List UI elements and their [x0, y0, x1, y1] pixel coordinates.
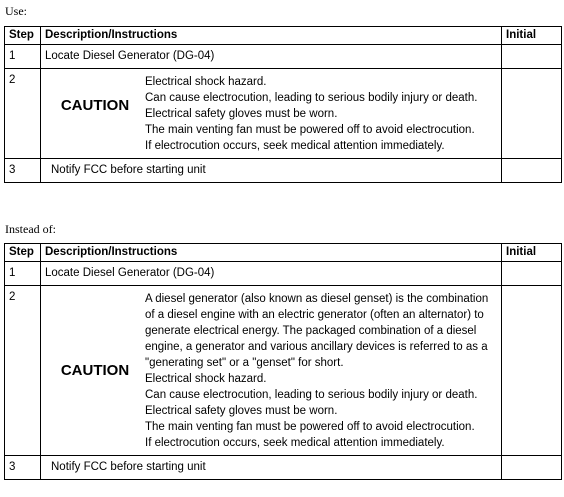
caution-line: If electrocution occurs, seek medical attention immediately.	[145, 140, 445, 152]
step-description	[41, 286, 502, 456]
step-description: Notify FCC before starting unit	[41, 159, 502, 183]
header-row	[5, 27, 562, 45]
step-number: 3	[5, 159, 41, 183]
header-initial: Initial	[502, 244, 562, 262]
caution-line: If electrocution occurs, seek medical attention immediately.	[145, 437, 445, 449]
header-step: Step	[5, 244, 41, 262]
step-description: Notify FCC before starting unit	[41, 456, 502, 480]
procedure-table-use	[4, 26, 562, 183]
header-row	[5, 244, 562, 262]
caution-line: Electrical shock hazard.	[145, 76, 267, 88]
initial-cell[interactable]	[502, 286, 562, 456]
caution-line: Electrical shock hazard.	[145, 373, 267, 385]
procedure-table-instead	[4, 243, 562, 480]
header-description: Description/Instructions	[41, 27, 502, 45]
table-row	[5, 69, 562, 159]
initial-cell[interactable]	[502, 262, 562, 286]
caution-line: Electrical safety gloves must be worn.	[145, 108, 338, 120]
caution-label: CAUTION	[60, 362, 130, 379]
table-row	[5, 286, 562, 456]
caution-line: Can cause electrocution, leading to serious bodily injury or death.	[145, 389, 478, 401]
step-number: 1	[5, 45, 41, 69]
step-description: Locate Diesel Generator (DG-04)	[41, 262, 502, 286]
initial-cell[interactable]	[502, 456, 562, 480]
instead-of-label: Instead of:	[5, 222, 56, 236]
caution-text-block	[145, 286, 497, 455]
caution-line: Can cause electrocution, leading to serious bodily injury or death.	[145, 92, 478, 104]
header-step: Step	[5, 27, 41, 45]
caution-line: A diesel generator (also known as diesel genset) is the combination of a diesel engine with an electric generator (often an alternator) to generate electrical energy. The packaged combination of a diesel engine, a generator and various ancillary devices is referred to as a "generating set" or a "genset" for short.	[145, 293, 489, 369]
header-description: Description/Instructions	[41, 244, 502, 262]
step-number: 1	[5, 262, 41, 286]
initial-cell[interactable]	[502, 69, 562, 159]
table-row	[5, 159, 562, 183]
header-initial: Initial	[502, 27, 562, 45]
step-number: 3	[5, 456, 41, 480]
initial-cell[interactable]	[502, 45, 562, 69]
table-row	[5, 456, 562, 480]
caution-label: CAUTION	[60, 97, 130, 114]
table-row	[5, 45, 562, 69]
step-number: 2	[5, 69, 41, 159]
caution-text-block	[145, 69, 497, 158]
caution-line: Electrical safety gloves must be worn.	[145, 405, 338, 417]
caution-line: The main venting fan must be powered off to avoid electrocution.	[145, 124, 475, 136]
step-number: 2	[5, 286, 41, 456]
table-row	[5, 262, 562, 286]
initial-cell[interactable]	[502, 159, 562, 183]
step-description: Locate Diesel Generator (DG-04)	[41, 45, 502, 69]
caution-line: The main venting fan must be powered off to avoid electrocution.	[145, 421, 475, 433]
use-label: Use:	[5, 4, 27, 18]
step-description	[41, 69, 502, 159]
